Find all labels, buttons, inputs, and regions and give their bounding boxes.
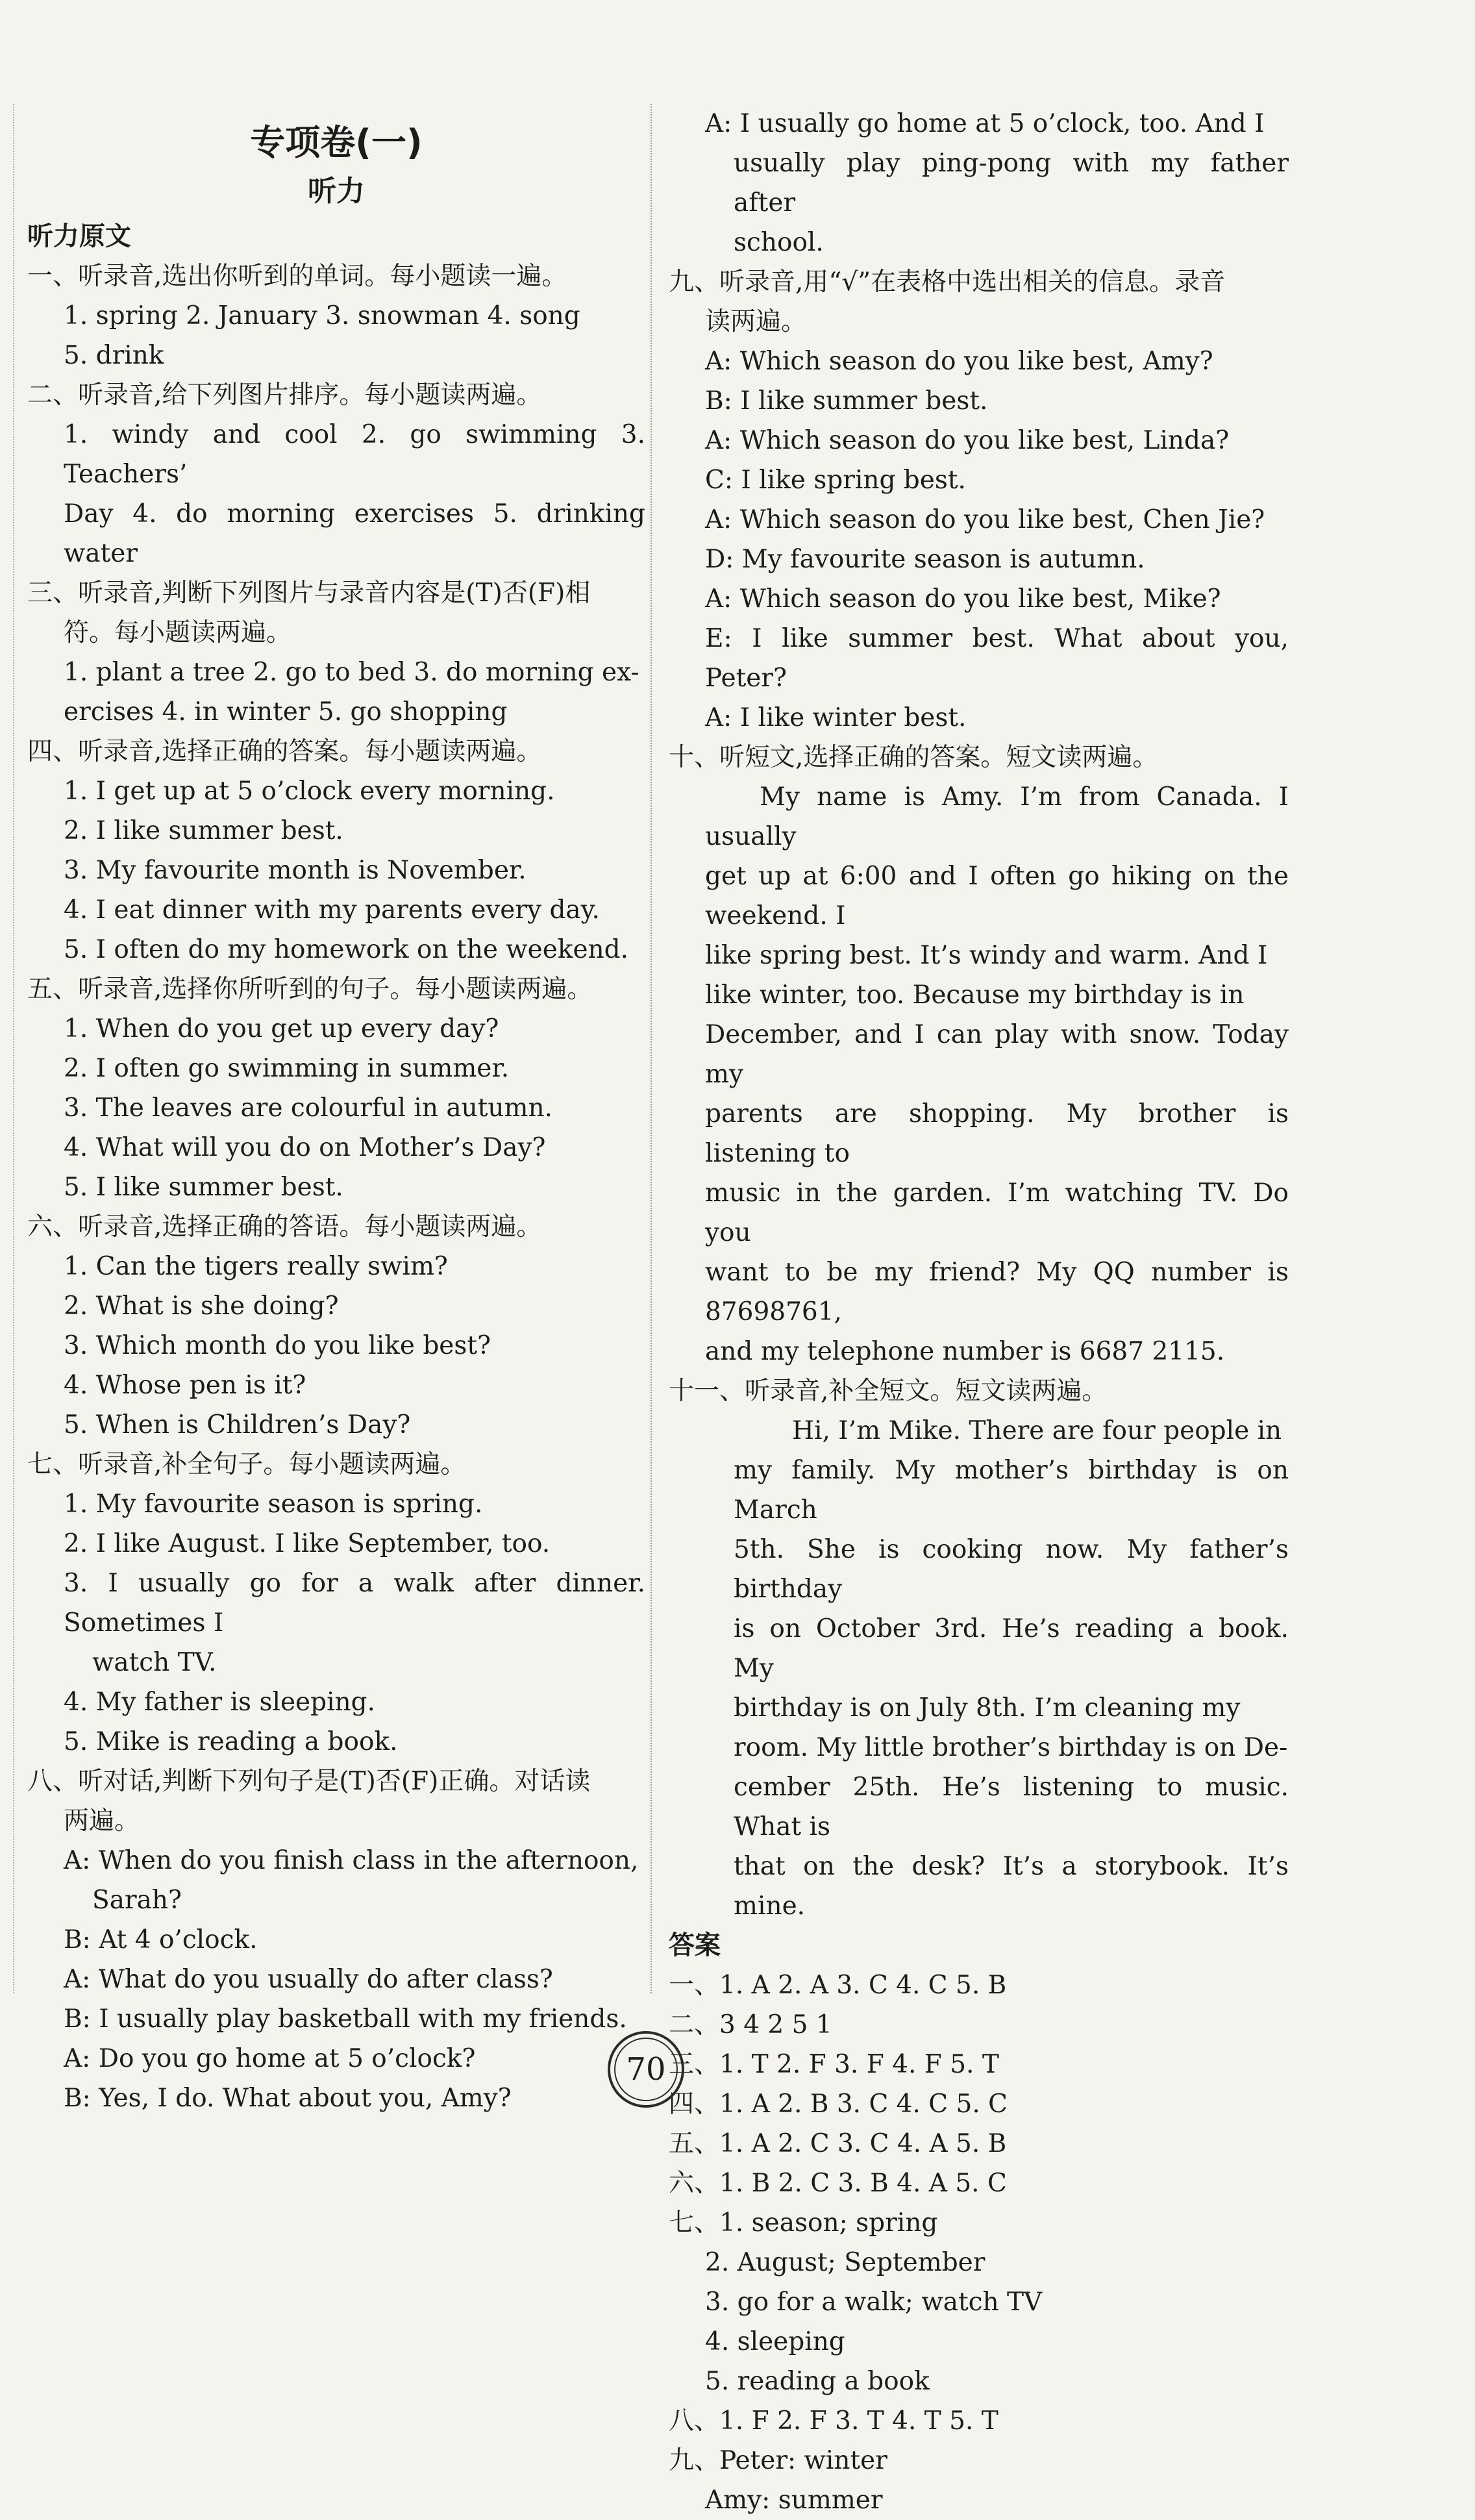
script-line: my family. My mother’s birthday is on March [734,1456,1289,1525]
script-line: A: When do you finish class in the afternoon, [64,1846,639,1875]
script-line: music in the garden. I’m watching TV. Do you [705,1179,1289,1247]
listening-script-left [27,256,645,2118]
script-line: 4. I eat dinner with my parents every day. [64,895,600,925]
script-line: B: I usually play basketball with my friends. [64,2004,627,2034]
page-number-ring [614,2038,678,2101]
script-line: E: I like summer best. What about you, Peter? [705,624,1289,693]
script-line: 4. My father is sleeping. [64,1688,376,1717]
script-line: 读两遍。 [705,307,807,336]
script-line: 两遍。 [64,1806,140,1836]
script-line: get up at 6:00 and I often go hiking on the weekend. I [705,862,1289,930]
script-line: A: Which season do you like best, Chen Jie? [705,505,1265,534]
script-line: 符。每小题读两遍。 [64,618,292,647]
script-heading: 四、听录音,选择正确的答案。每小题读两遍。 [27,737,542,766]
script-line: A: Which season do you like best, Amy? [705,347,1213,376]
answer-line: Amy: summer [705,2486,883,2515]
script-line: 3. Which month do you like best? [64,1331,491,1360]
left-column [27,104,645,2118]
script-line: 2. I like summer best. [64,816,343,845]
script-line: 3. I usually go for a walk after dinner. Sometimes I [64,1569,645,1638]
answer-heading: 二、3 4 2 5 1 [669,2010,832,2040]
script-line: 1. When do you get up every day? [64,1014,499,1043]
script-line: 1. Can the tigers really swim? [64,1252,448,1281]
script-heading: 五、听录音,选择你所听到的句子。每小题读两遍。 [27,975,593,1004]
script-line: room. My little brother’s birthday is on De- [734,1733,1288,1762]
script-line: cember 25th. He’s listening to music. What is [734,1773,1289,1841]
script-heading: 十、听短文,选择正确的答案。短文读两遍。 [669,743,1158,772]
script-line: 5. drink [64,341,164,370]
script-line: A: Do you go home at 5 o’clock? [64,2044,476,2073]
answers-label: 答案 [669,1930,721,1960]
script-line: want to be my friend? My QQ number is 87698761, [705,1258,1289,1327]
answer-heading: 一、1. A 2. A 3. C 4. C 5. B [669,1971,1007,2000]
script-line: 5th. She is cooking now. My father’s birthday [734,1535,1289,1604]
answer-heading: 四、1. A 2. B 3. C 4. C 5. C [669,2090,1008,2119]
script-line: watch TV. [92,1648,217,1677]
script-line: 3. My favourite month is November. [64,856,527,885]
script-heading: 九、听录音,用“√”在表格中选出相关的信息。录音 [669,268,1226,297]
script-heading: 八、听对话,判断下列句子是(T)否(F)正确。对话读 [27,1767,591,1796]
script-heading: 七、听录音,补全句子。每小题读两遍。 [27,1450,466,1479]
answer-heading: 六、1. B 2. C 3. B 4. A 5. C [669,2169,1007,2198]
script-line: is on October 3rd. He’s reading a book. My [734,1614,1289,1683]
left-margin-rule [13,104,14,1993]
script-line: 4. What will you do on Mother’s Day? [64,1133,546,1162]
answer-key [669,1965,1289,2520]
script-line: 2. I like August. I like September, too. [64,1529,551,1558]
script-heading: 一、听录音,选出你听到的单词。每小题读一遍。 [27,262,567,291]
script-line: 2. What is she doing? [64,1291,339,1321]
script-line: 1. plant a tree 2. go to bed 3. do morning ex- [64,658,639,687]
script-line: birthday is on July 8th. I’m cleaning my [734,1693,1241,1723]
right-column [669,104,1289,2520]
script-line: that on the desk? It’s a storybook. It’s mine. [734,1852,1289,1921]
listening-script-right [669,104,1289,1926]
answer-heading: 九、Peter: winter [669,2446,887,2475]
script-line: like winter, too. Because my birthday is in [705,980,1245,1010]
script-line: 1. My favourite season is spring. [64,1490,483,1519]
answer-heading: 三、1. T 2. F 3. F 4. F 5. T [669,2050,999,2079]
script-heading: 六、听录音,选择正确的答语。每小题读两遍。 [27,1212,542,1241]
script-line: usually play ping-pong with my father after [734,149,1289,218]
script-line: 1. spring 2. January 3. snowman 4. song [64,301,580,331]
script-line: My name is Amy. I’m from Canada. I usually [705,782,1289,851]
script-line: A: I like winter best. [705,703,967,732]
script-line: B: At 4 o’clock. [64,1925,258,1954]
script-line: A: I usually go home at 5 o’clock, too. And I [705,109,1265,138]
script-line: 3. The leaves are colourful in autumn. [64,1093,553,1123]
script-line: parents are shopping. My brother is listening to [705,1099,1289,1168]
script-line: A: What do you usually do after class? [64,1965,553,1994]
script-line: 5. I often do my homework on the weekend. [64,935,629,964]
script-line: D: My favourite season is autumn. [705,545,1145,574]
page-number [608,2031,684,2108]
answer-line: 3. go for a walk; watch TV [705,2288,1043,2317]
answer-heading: 七、1. season; spring [669,2208,938,2238]
page-title: 专项卷(一) [250,122,423,163]
script-heading: 三、听录音,判断下列图片与录音内容是(T)否(F)相 [27,579,591,608]
script-line: December, and I can play with snow. Today my [705,1020,1289,1089]
script-line: 5. When is Children’s Day? [64,1410,411,1440]
answer-heading: 五、1. A 2. C 3. C 4. A 5. B [669,2129,1007,2158]
script-line: C: I like spring best. [705,466,966,495]
section-subtitle: 听力 [308,175,365,208]
column-divider [651,104,652,1993]
listening-script-label: 听力原文 [27,221,131,251]
answer-line: 2. August; September [705,2248,985,2277]
script-heading: 二、听录音,给下列图片排序。每小题读两遍。 [27,380,542,410]
script-line: 1. windy and cool 2. go swimming 3. Teachers’ [64,420,645,489]
script-line: Sarah? [92,1886,182,1915]
script-line: like spring best. It’s windy and warm. And I [705,941,1268,970]
script-line: ercises 4. in winter 5. go shopping [64,697,508,727]
script-line: B: Yes, I do. What about you, Amy? [64,2084,512,2113]
script-line: school. [734,228,824,257]
script-line: A: Which season do you like best, Mike? [705,584,1221,614]
script-line: 5. I like summer best. [64,1173,343,1202]
answer-heading: 八、1. F 2. F 3. T 4. T 5. T [669,2406,998,2436]
script-line: 2. I often go swimming in summer. [64,1054,510,1083]
script-line: and my telephone number is 6687 2115. [705,1337,1225,1366]
script-line: 5. Mike is reading a book. [64,1727,398,1756]
script-line: 4. Whose pen is it? [64,1371,306,1400]
script-line: Day 4. do morning exercises 5. drinking water [64,499,645,568]
script-line: Hi, I’m Mike. There are four people in [792,1416,1282,1445]
answer-line: 5. reading a book [705,2367,930,2396]
script-line: B: I like summer best. [705,386,988,416]
script-heading: 十一、听录音,补全短文。短文读两遍。 [669,1377,1108,1406]
script-line: 1. I get up at 5 o’clock every morning. [64,777,555,806]
script-line: A: Which season do you like best, Linda? [705,426,1230,455]
answer-line: 4. sleeping [705,2327,845,2356]
page-number-text: 70 [626,2051,666,2088]
